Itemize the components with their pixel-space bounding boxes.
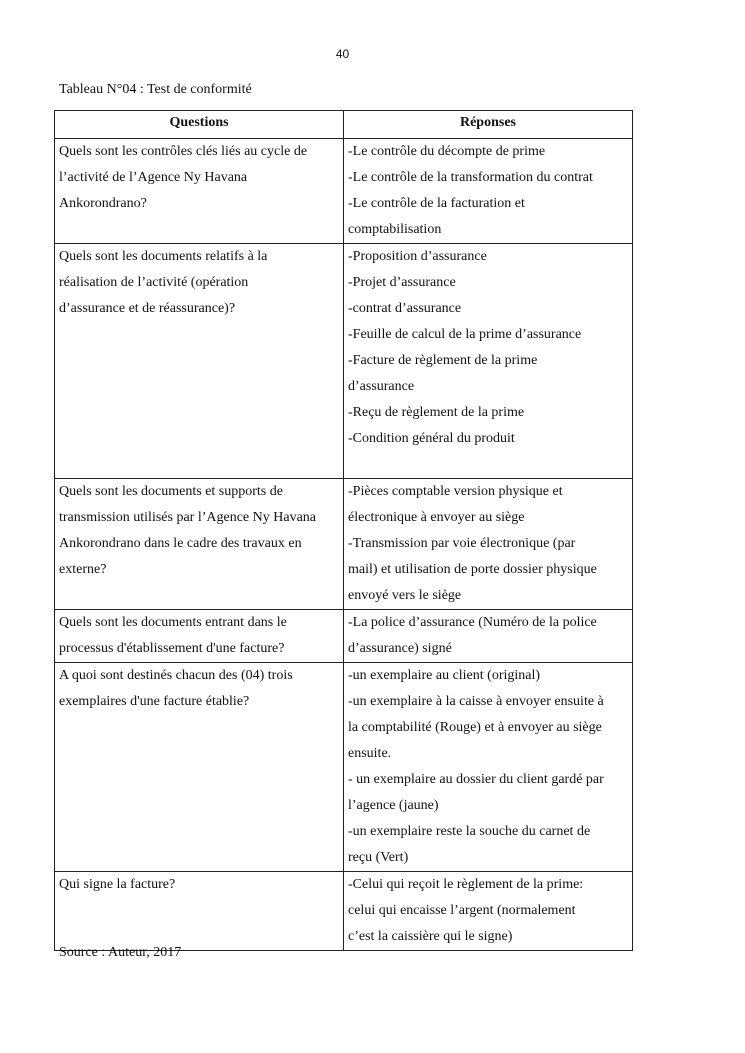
conformity-table [54, 110, 633, 951]
answer-line: -Pièces comptable version physique et [348, 484, 563, 499]
answer-line: -un exemplaire reste la souche du carnet de [348, 824, 591, 839]
table-caption: Tableau N°04 : Test de conformité [59, 82, 252, 97]
answer-cell [344, 663, 633, 872]
question-line: A quoi sont destinés chacun des (04) trois [59, 668, 293, 683]
table-source: Source : Auteur, 2017 [59, 945, 182, 960]
answer-line: -Feuille de calcul de la prime d’assurance [348, 327, 582, 342]
answer-line: -Le contrôle de la facturation et [348, 196, 525, 211]
answer-cell [344, 139, 633, 244]
page-number: 40 [335, 47, 350, 61]
question-line: Quels sont les documents relatifs à la [59, 249, 268, 264]
question-line: Qui signe la facture? [59, 877, 176, 892]
question-line: l’activité de l’Agence Ny Havana [59, 170, 248, 185]
question-line: réalisation de l’activité (opération [59, 275, 249, 290]
question-line: exemplaires d'une facture établie? [59, 694, 250, 709]
answer-line: c’est la caissière qui le signe) [348, 929, 513, 944]
question-cell [55, 139, 344, 244]
table-row [55, 479, 633, 610]
answer-cell [344, 872, 633, 951]
question-line: Quels sont les documents et supports de [59, 484, 283, 499]
table-row [55, 872, 633, 951]
answer-line: -Le contrôle du décompte de prime [348, 144, 546, 159]
question-cell [55, 244, 344, 479]
question-cell [55, 610, 344, 663]
answer-cell [344, 244, 633, 479]
question-line: processus d'établissement d'une facture? [59, 641, 285, 656]
answer-line: celui qui encaisse l’argent (normalement [348, 903, 576, 918]
answer-line: l’agence (jaune) [348, 798, 439, 813]
question-line: Quels sont les documents entrant dans le [59, 615, 287, 630]
answer-line: d’assurance [348, 379, 415, 394]
table-row [55, 244, 633, 479]
answer-line: mail) et utilisation de porte dossier physique [348, 562, 597, 577]
answer-cell [344, 479, 633, 610]
answer-line: d’assurance) signé [348, 641, 452, 656]
header-reponses: Réponses [344, 111, 633, 139]
answer-line: envoyé vers le siège [348, 588, 462, 603]
answer-line: -un exemplaire au client (original) [348, 668, 541, 683]
table-header-row [55, 111, 633, 139]
answer-line: reçu (Vert) [348, 850, 409, 865]
table-row [55, 139, 633, 244]
header-questions: Questions [55, 111, 344, 139]
answer-line: la comptabilité (Rouge) et à envoyer au siège [348, 720, 602, 735]
question-line: Quels sont les contrôles clés liés au cycle de [59, 144, 308, 159]
answer-line: -Celui qui reçoit le règlement de la prime: [348, 877, 584, 892]
question-cell [55, 663, 344, 872]
answer-line: -Transmission par voie électronique (par [348, 536, 576, 551]
question-cell [55, 872, 344, 951]
answer-cell [344, 610, 633, 663]
question-line: d’assurance et de réassurance)? [59, 301, 236, 316]
answer-line: -un exemplaire à la caisse à envoyer ensuite à [348, 694, 604, 709]
question-line: externe? [59, 562, 107, 577]
answer-line: -Facture de règlement de la prime [348, 353, 538, 368]
answer-line: comptabilisation [348, 222, 442, 237]
answer-line: -Projet d’assurance [348, 275, 456, 290]
question-cell [55, 479, 344, 610]
answer-line: - un exemplaire au dossier du client gardé par [348, 772, 604, 787]
answer-line: électronique à envoyer au siège [348, 510, 525, 525]
answer-line: -Proposition d’assurance [348, 249, 487, 264]
answer-line: -Le contrôle de la transformation du contrat [348, 170, 593, 185]
question-line: Ankorondrano? [59, 196, 147, 211]
question-line: transmission utilisés par l’Agence Ny Havana [59, 510, 316, 525]
question-line: Ankorondrano dans le cadre des travaux en [59, 536, 302, 551]
answer-line: ensuite. [348, 746, 392, 761]
table-row [55, 663, 633, 872]
answer-line: -Condition général du produit [348, 431, 515, 446]
table-row [55, 610, 633, 663]
answer-line: -contrat d’assurance [348, 301, 462, 316]
answer-line: -Reçu de règlement de la prime [348, 405, 525, 420]
answer-line: -La police d’assurance (Numéro de la police [348, 615, 597, 630]
